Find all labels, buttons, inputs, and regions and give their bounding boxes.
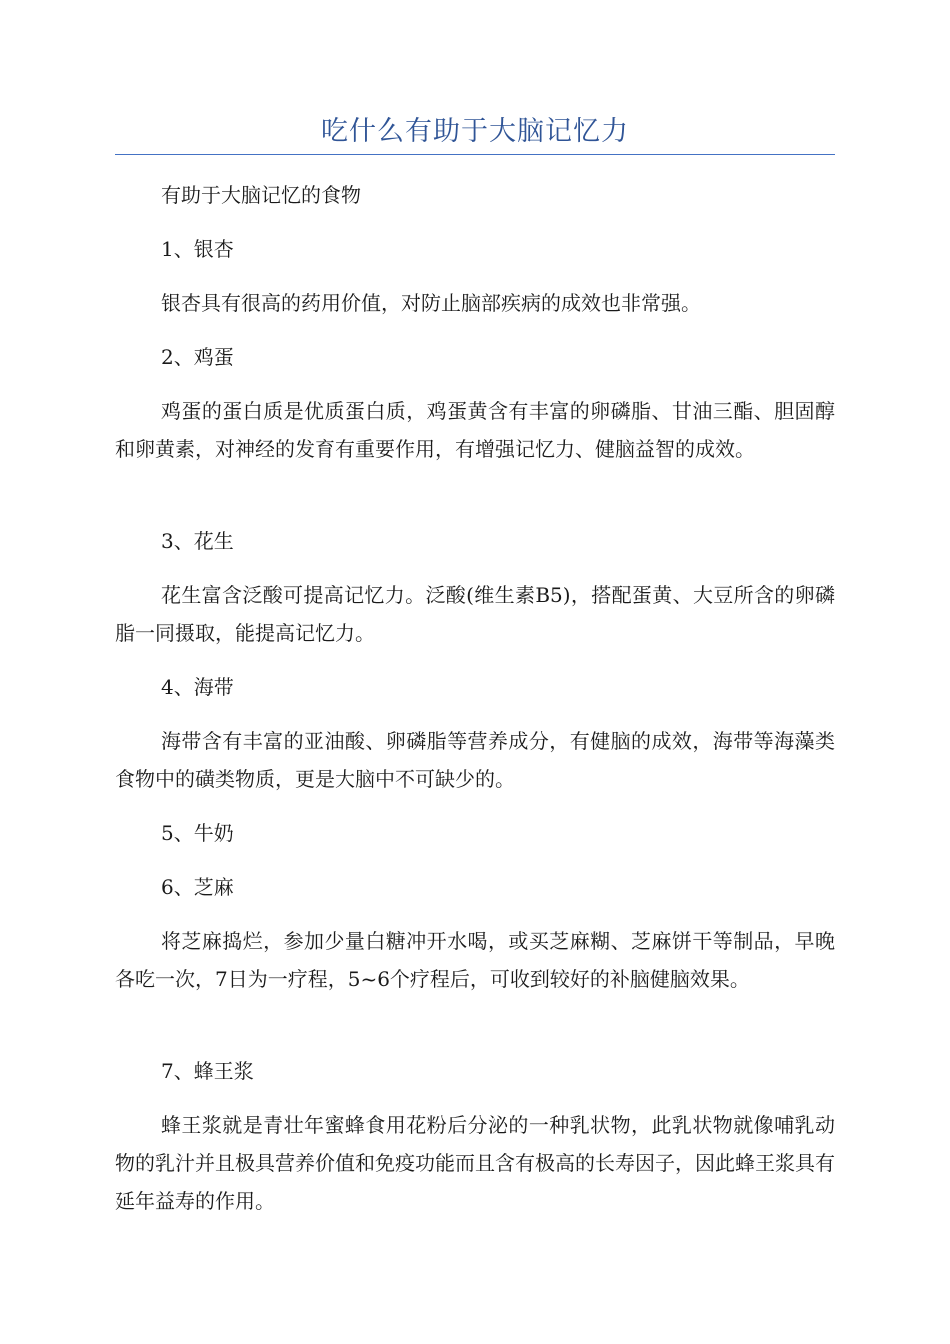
item-body-4: 海带含有丰富的亚油酸、卵磷脂等营养成分，有健脑的成效，海带等海藻类食物中的磺类物质，更是大脑中不可缺少的。	[115, 729, 835, 791]
item-body-2: 鸡蛋的蛋白质是优质蛋白质，鸡蛋黄含有丰富的卵磷脂、甘油三酯、胆固醇和卵黄素，对神经的发育有重要作用，有增强记忆力、健脑益智的成效。	[115, 399, 835, 461]
item-heading-1: 1、银杏	[161, 237, 234, 261]
item-heading-5: 5、牛奶	[161, 821, 234, 845]
item-heading-2: 2、鸡蛋	[161, 345, 234, 369]
item-body-7: 蜂王浆就是青壮年蜜蜂食用花粉后分泌的一种乳状物，此乳状物就像哺乳动物的乳汁并且极具营养价值和免疫功能而且含有极高的长寿因子，因此蜂王浆具有延年益寿的作用。	[115, 1113, 835, 1213]
title-underline	[115, 154, 835, 155]
item-heading-3: 3、花生	[161, 529, 234, 553]
item-heading-7: 7、蜂王浆	[161, 1059, 254, 1083]
item-body-6: 将芝麻捣烂，参加少量白糖冲开水喝，或买芝麻糊、芝麻饼干等制品，早晚各吃一次，7日为一疗程，5~6个疗程后，可收到较好的补脑健脑效果。	[115, 929, 835, 991]
item-heading-6: 6、芝麻	[161, 875, 234, 899]
section-heading: 有助于大脑记忆的食物	[161, 183, 361, 207]
item-heading-4: 4、海带	[161, 675, 234, 699]
item-body-3: 花生富含泛酸可提高记忆力。泛酸(维生素B5)，搭配蛋黄、大豆所含的卵磷脂一同摄取，能提高记忆力。	[115, 583, 835, 645]
item-body-1: 银杏具有很高的药用价值，对防止脑部疾病的成效也非常强。	[161, 291, 701, 315]
page-title: 吃什么有助于大脑记忆力	[321, 116, 629, 147]
